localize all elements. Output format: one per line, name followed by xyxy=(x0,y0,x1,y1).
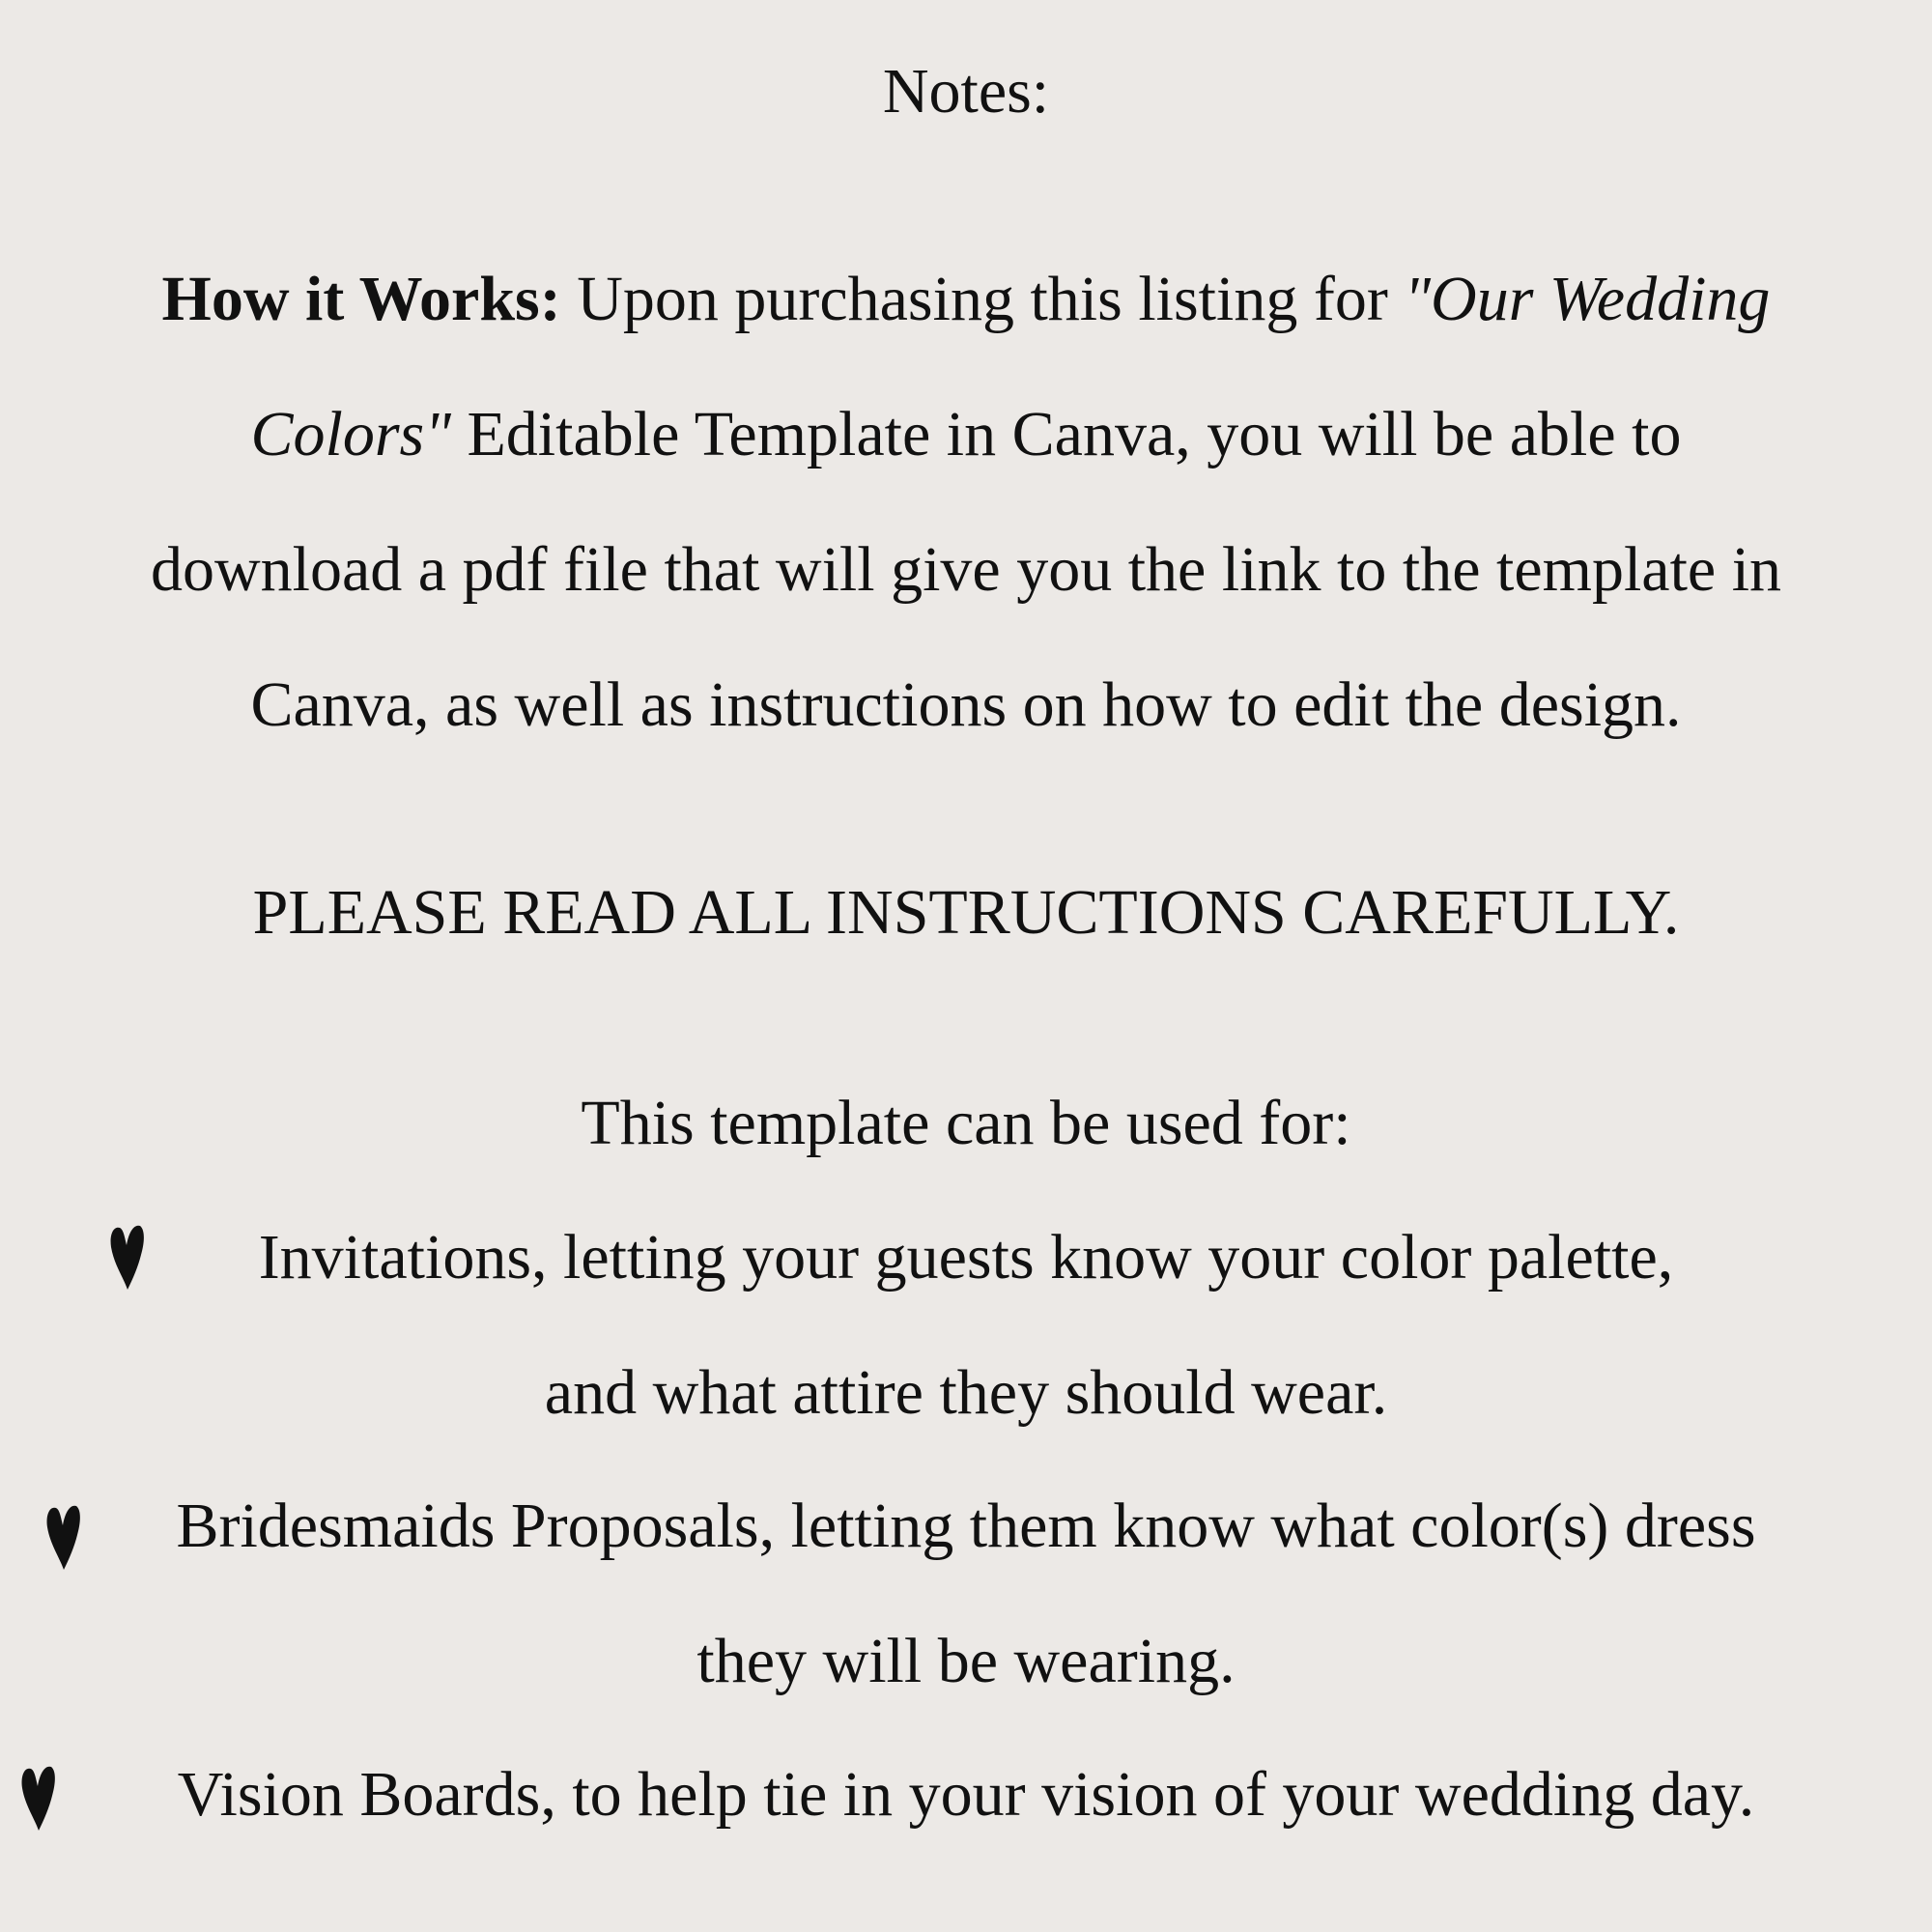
use-item-invitations-line-2: and what attire they should wear. xyxy=(544,1357,1388,1428)
template-name-part-2: Colors" xyxy=(250,399,451,469)
how-it-works-text-2: Editable Template in Canva, you will be able to xyxy=(450,399,1682,469)
how-it-works-label: How it Works: xyxy=(161,264,561,334)
use-item-bridesmaids-line-2: they will be wearing. xyxy=(696,1626,1236,1696)
use-item-vision-boards: Vision Boards, to help tie in your vision of your wedding day. xyxy=(177,1759,1755,1830)
notes-title: Notes: xyxy=(882,56,1050,127)
use-item-bridesmaids-line-1: Bridesmaids Proposals, letting them know what color(s) dress xyxy=(176,1491,1756,1561)
how-it-works-line-3: download a pdf file that will give you the link to the template in xyxy=(150,534,1782,605)
how-it-works-line-2 xyxy=(0,396,1932,473)
template-name-part-1: "Our Wedding xyxy=(1404,264,1771,334)
how-it-works-line-4: Canva, as well as instructions on how to edit the design. xyxy=(250,669,1682,740)
use-item-invitations-line-1: Invitations, letting your guests know your color palette, xyxy=(258,1222,1674,1293)
how-it-works-text-1: Upon purchasing this listing for xyxy=(560,264,1405,334)
how-it-works-line-1 xyxy=(0,261,1932,338)
read-instructions-notice: PLEASE READ ALL INSTRUCTIONS CAREFULLY. xyxy=(252,877,1680,948)
uses-heading: This template can be used for: xyxy=(581,1088,1351,1158)
